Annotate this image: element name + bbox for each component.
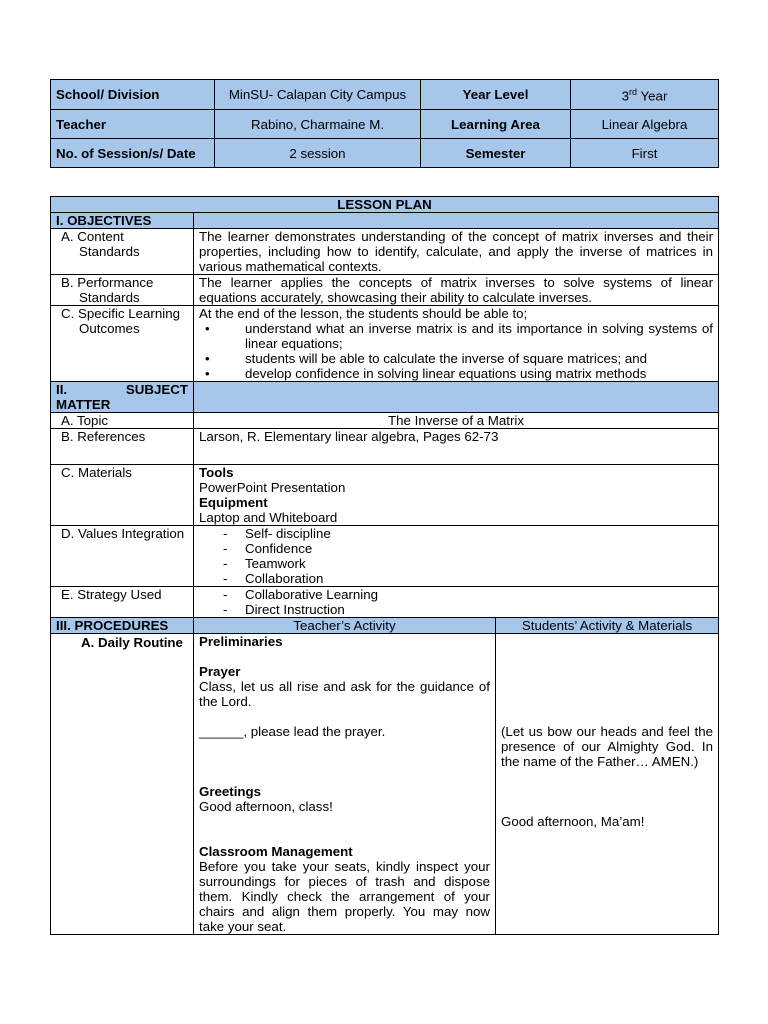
list-item: • develop confidence in solving linear equations using matrix methods (199, 366, 713, 381)
values-cell (194, 526, 719, 587)
lesson-plan-title: LESSON PLAN (51, 197, 719, 213)
preliminaries-heading: Preliminaries (199, 634, 283, 649)
learning-outcomes-label: C. Specific Learning Outcomes (51, 306, 194, 382)
area-value: Linear Algebra (571, 110, 719, 139)
greetings-text: Good afternoon, class! (199, 799, 333, 814)
list-item: - Collaborative Learning (199, 587, 713, 602)
references-label: B. References (51, 429, 194, 465)
lesson-plan-table (50, 196, 719, 935)
year-label: Year Level (421, 80, 571, 110)
topic-label: A. Topic (51, 413, 194, 429)
outcomes-list (199, 321, 713, 381)
subject-matter-heading: II. SUBJECT MATTER (51, 382, 194, 413)
equipment-value: Laptop and Whiteboard (199, 510, 338, 525)
classroom-management-text: Before you take your seats, kindly inspect your surroundings for pieces of trash and dispose them. Kindly check the arrangement of your chairs and align them properly. You may now take your seat. (199, 859, 490, 934)
references-value: Larson, R. Elementary linear algebra, Pages 62-73 (194, 429, 719, 465)
performance-standards-text: The learner applies the concepts of matrix inverses to solve systems of linear equations accurately, showcasing their ability to calculate inverses. (194, 275, 719, 306)
prayer-response: (Let us bow our heads and feel the presence of our Almighty God. In the name of the Father… AMEN.) (501, 724, 714, 769)
teacher-activity-header: Teacher’s Activity (194, 618, 496, 634)
procedures-heading: III. PROCEDURES (51, 618, 194, 634)
school-value: MinSU- Calapan City Campus (215, 80, 421, 110)
tools-heading: Tools (199, 465, 234, 480)
equipment-heading: Equipment (199, 495, 268, 510)
content-standards-label: A. Content Standards (51, 229, 194, 275)
teacher-label: Teacher (51, 110, 215, 139)
materials-label: C. Materials (51, 465, 194, 526)
performance-standards-label: B. Performance Standards (51, 275, 194, 306)
student-activity-header: Students’ Activity & Materials (496, 618, 719, 634)
school-label: School/ Division (51, 80, 215, 110)
learning-outcomes-cell (194, 306, 719, 382)
list-item: - Self- discipline (199, 526, 713, 541)
session-label: No. of Session/s/ Date (51, 139, 215, 168)
classroom-management-heading: Classroom Management (199, 844, 353, 859)
greetings-response: Good afternoon, Ma’am! (501, 814, 645, 829)
semester-label: Semester (421, 139, 571, 168)
prayer-text: Class, let us all rise and ask for the guidance of the Lord. (199, 679, 490, 709)
list-item: - Direct Instruction (199, 602, 713, 617)
prayer-lead: ______, please lead the prayer. (199, 724, 386, 739)
tools-value: PowerPoint Presentation (199, 480, 346, 495)
session-value: 2 session (215, 139, 421, 168)
area-label: Learning Area (421, 110, 571, 139)
prayer-heading: Prayer (199, 664, 241, 679)
teacher-activity-cell (194, 634, 496, 935)
daily-routine-label: A. Daily Routine (51, 634, 194, 935)
content-standards-text: The learner demonstrates understanding of the concept of matrix inverses and their properties, including how to identify, calculate, and apply the inverse of matrices in various mathematical contexts. (194, 229, 719, 275)
list-item: • understand what an inverse matrix is and its importance in solving systems of linear equations; (199, 321, 713, 351)
outcomes-intro: At the end of the lesson, the students should be able to; (199, 306, 528, 321)
semester-value: First (571, 139, 719, 168)
topic-value: The Inverse of a Matrix (194, 413, 719, 429)
header-info-table (50, 79, 719, 168)
list-item: - Collaboration (199, 571, 713, 586)
values-list (199, 526, 713, 586)
strategy-label: E. Strategy Used (51, 587, 194, 618)
list-item: - Teamwork (199, 556, 713, 571)
greetings-heading: Greetings (199, 784, 262, 799)
year-value: 3rd Year (571, 80, 719, 110)
values-integration-label: D. Values Integration (51, 526, 194, 587)
strategy-list (199, 587, 713, 617)
list-item: • students will be able to calculate the inverse of square matrices; and (199, 351, 713, 366)
strategy-cell (194, 587, 719, 618)
materials-cell (194, 465, 719, 526)
teacher-value: Rabino, Charmaine M. (215, 110, 421, 139)
objectives-heading: I. OBJECTIVES (51, 213, 194, 229)
student-activity-cell (496, 634, 719, 935)
list-item: - Confidence (199, 541, 713, 556)
